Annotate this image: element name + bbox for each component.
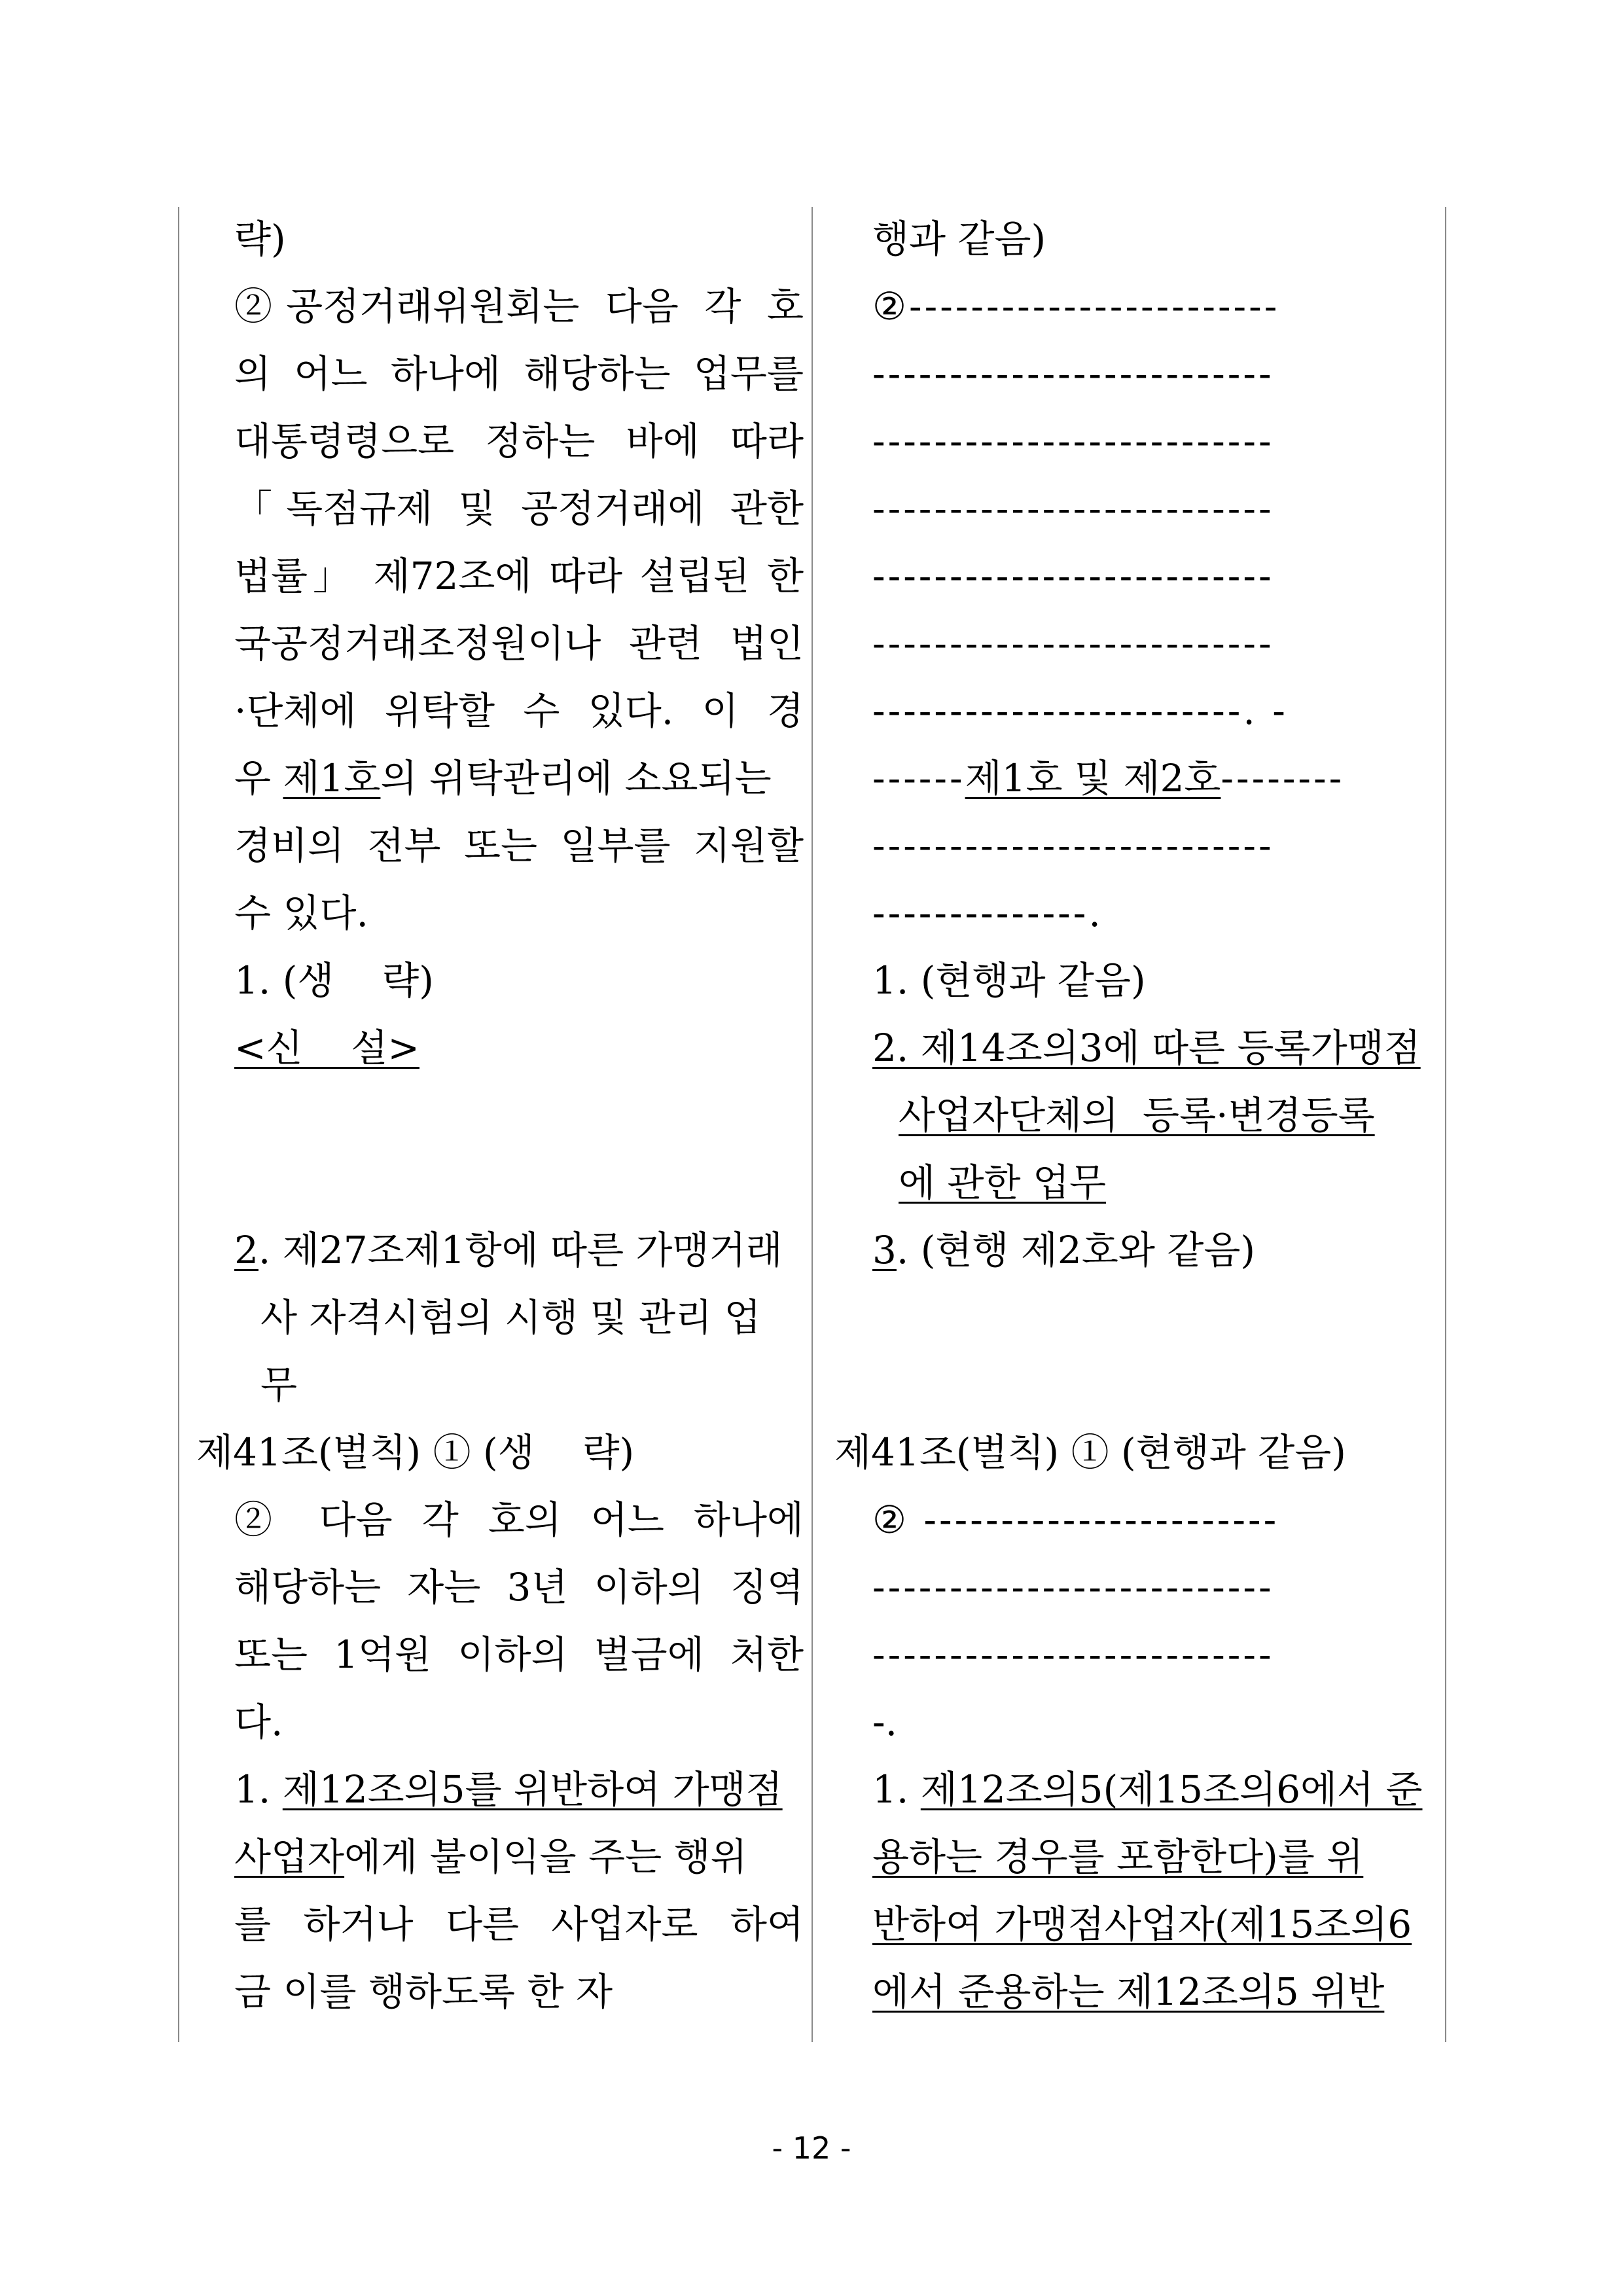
text-line: 사업자에게 불이익을 주는 행위 [234, 1835, 747, 1879]
text-line: 행과 같음) [872, 217, 1046, 261]
article-heading: 제41조(벌칙) ① (생 략) [196, 1430, 635, 1475]
underlined-text: 반하여 가맹점사업자(제15조의6 [872, 1902, 1412, 1946]
text-line: -------------------------- [872, 486, 1274, 531]
text-line [234, 1014, 804, 1082]
text-line: 경비의 전부 또는 일부를 지원할 [234, 823, 804, 868]
text-line: ·단체에 위탁할 수 있다. 이 경 [234, 689, 804, 733]
underlined-text: <신 설> [234, 1026, 419, 1070]
text-line: 략) [234, 217, 286, 261]
text-line: -. [872, 1700, 898, 1744]
underlined-text: 에 관한 업무 [899, 1160, 1107, 1205]
text-line: --------------. [872, 891, 1103, 935]
text-line: 를 하거나 다른 사업자로 하여 [234, 1902, 804, 1946]
underlined-text: 3 [872, 1228, 897, 1272]
text-line: 해당하는 자는 3년 이하의 징역 [234, 1565, 804, 1609]
article-heading: 제41조(벌칙) ① (현행과 같음) [834, 1430, 1346, 1475]
underlined-text: 제1호 및 제2호 [965, 756, 1221, 800]
text-line: -------------------------- [872, 419, 1274, 463]
blank-line [234, 1082, 804, 1149]
text-line: -------------------------- [872, 351, 1274, 396]
text-line: 3. (현행 제2호와 같음) [872, 1228, 1256, 1272]
text-line: 1. 제12조의5를 위반하여 가맹점 [234, 1767, 783, 1812]
underlined-text: 에서 준용하는 제12조의5 위반 [872, 1969, 1385, 2014]
amendment-column [834, 206, 1436, 2026]
text-line: 의 어느 하나에 해당하는 업무를 [234, 351, 804, 396]
text-line: ②공정거래위원회는 다음 각 호 [234, 284, 804, 329]
text-line: -------------------------- [872, 1565, 1274, 1609]
underlined-text: 용하는 경우를 포함한다)를 위 [872, 1835, 1364, 1879]
text-line: 또는 1억원 이하의 벌금에 처한 [234, 1632, 804, 1677]
text-line: -------------------------- [872, 823, 1274, 868]
text-line [872, 1958, 1436, 2026]
text-line: 1. 제12조의5(제15조의6에서 준 [872, 1767, 1423, 1812]
text-line [872, 1891, 1436, 1958]
left-border [178, 207, 179, 2042]
blank-line [234, 1149, 804, 1217]
text-line: 금 이를 행하도록 한 자 [234, 1969, 613, 2014]
right-border [1445, 207, 1446, 2042]
text-line [872, 1014, 1436, 1082]
underlined-text: 사업자단체의 등록·변경등록 [899, 1093, 1375, 1138]
text-line: 대통령령으로 정하는 바에 따라 [234, 419, 804, 463]
text-line: 사 자격시험의 시행 및 관리 업 [260, 1295, 761, 1340]
underlined-text: 제12조의5(제15조의6에서 준 [920, 1767, 1423, 1812]
column-divider [812, 207, 813, 2042]
text-line: 1. (생 략) [234, 958, 434, 1003]
underlined-text: 2. 제14조의3에 따른 등록가맹점 [872, 1026, 1421, 1070]
underlined-text: 2 [234, 1228, 259, 1272]
text-line: ------제1호 및 제2호-------- [872, 756, 1345, 800]
text-line: 우 제1호의 위탁관리에 소요되는 [234, 756, 772, 800]
text-line: -------------------------- [872, 621, 1274, 666]
blank-line [872, 1284, 1436, 1352]
underlined-text: 제1호 [283, 756, 381, 800]
text-line: 국공정거래조정원이나 관련 법인 [234, 621, 804, 666]
text-line [899, 1082, 1436, 1149]
text-line: 1. (현행과 같음) [872, 958, 1146, 1003]
text-line: -------------------------- [872, 554, 1274, 598]
text-line: -------------------------- [872, 1632, 1274, 1677]
underlined-text: 제12조의5를 위반하여 가맹점 [282, 1767, 783, 1812]
text-line: ②------------------------ [872, 284, 1280, 329]
current-law-column [196, 206, 804, 2026]
text-line [872, 1823, 1436, 1891]
text-line: 법률」 제72조에 따라 설립된 한 [234, 554, 804, 598]
text-line: 무 [260, 1363, 298, 1407]
text-line: 2. 제27조제1항에 따른 가맹거래 [234, 1228, 783, 1272]
text-line: ② 다음 각 호의 어느 하나에 [234, 1498, 804, 1542]
text-line [899, 1149, 1436, 1217]
text-line: 「독점규제 및 공정거래에 관한 [234, 486, 804, 531]
blank-line [872, 1352, 1436, 1419]
underlined-text: 사업자 [234, 1835, 345, 1879]
page-number: - 12 - [772, 2130, 851, 2166]
text-line: 다. [234, 1700, 283, 1744]
text-line: ------------------------. - [872, 689, 1288, 733]
text-line: 수 있다. [234, 891, 368, 935]
text-line: ② ----------------------- [872, 1498, 1279, 1542]
